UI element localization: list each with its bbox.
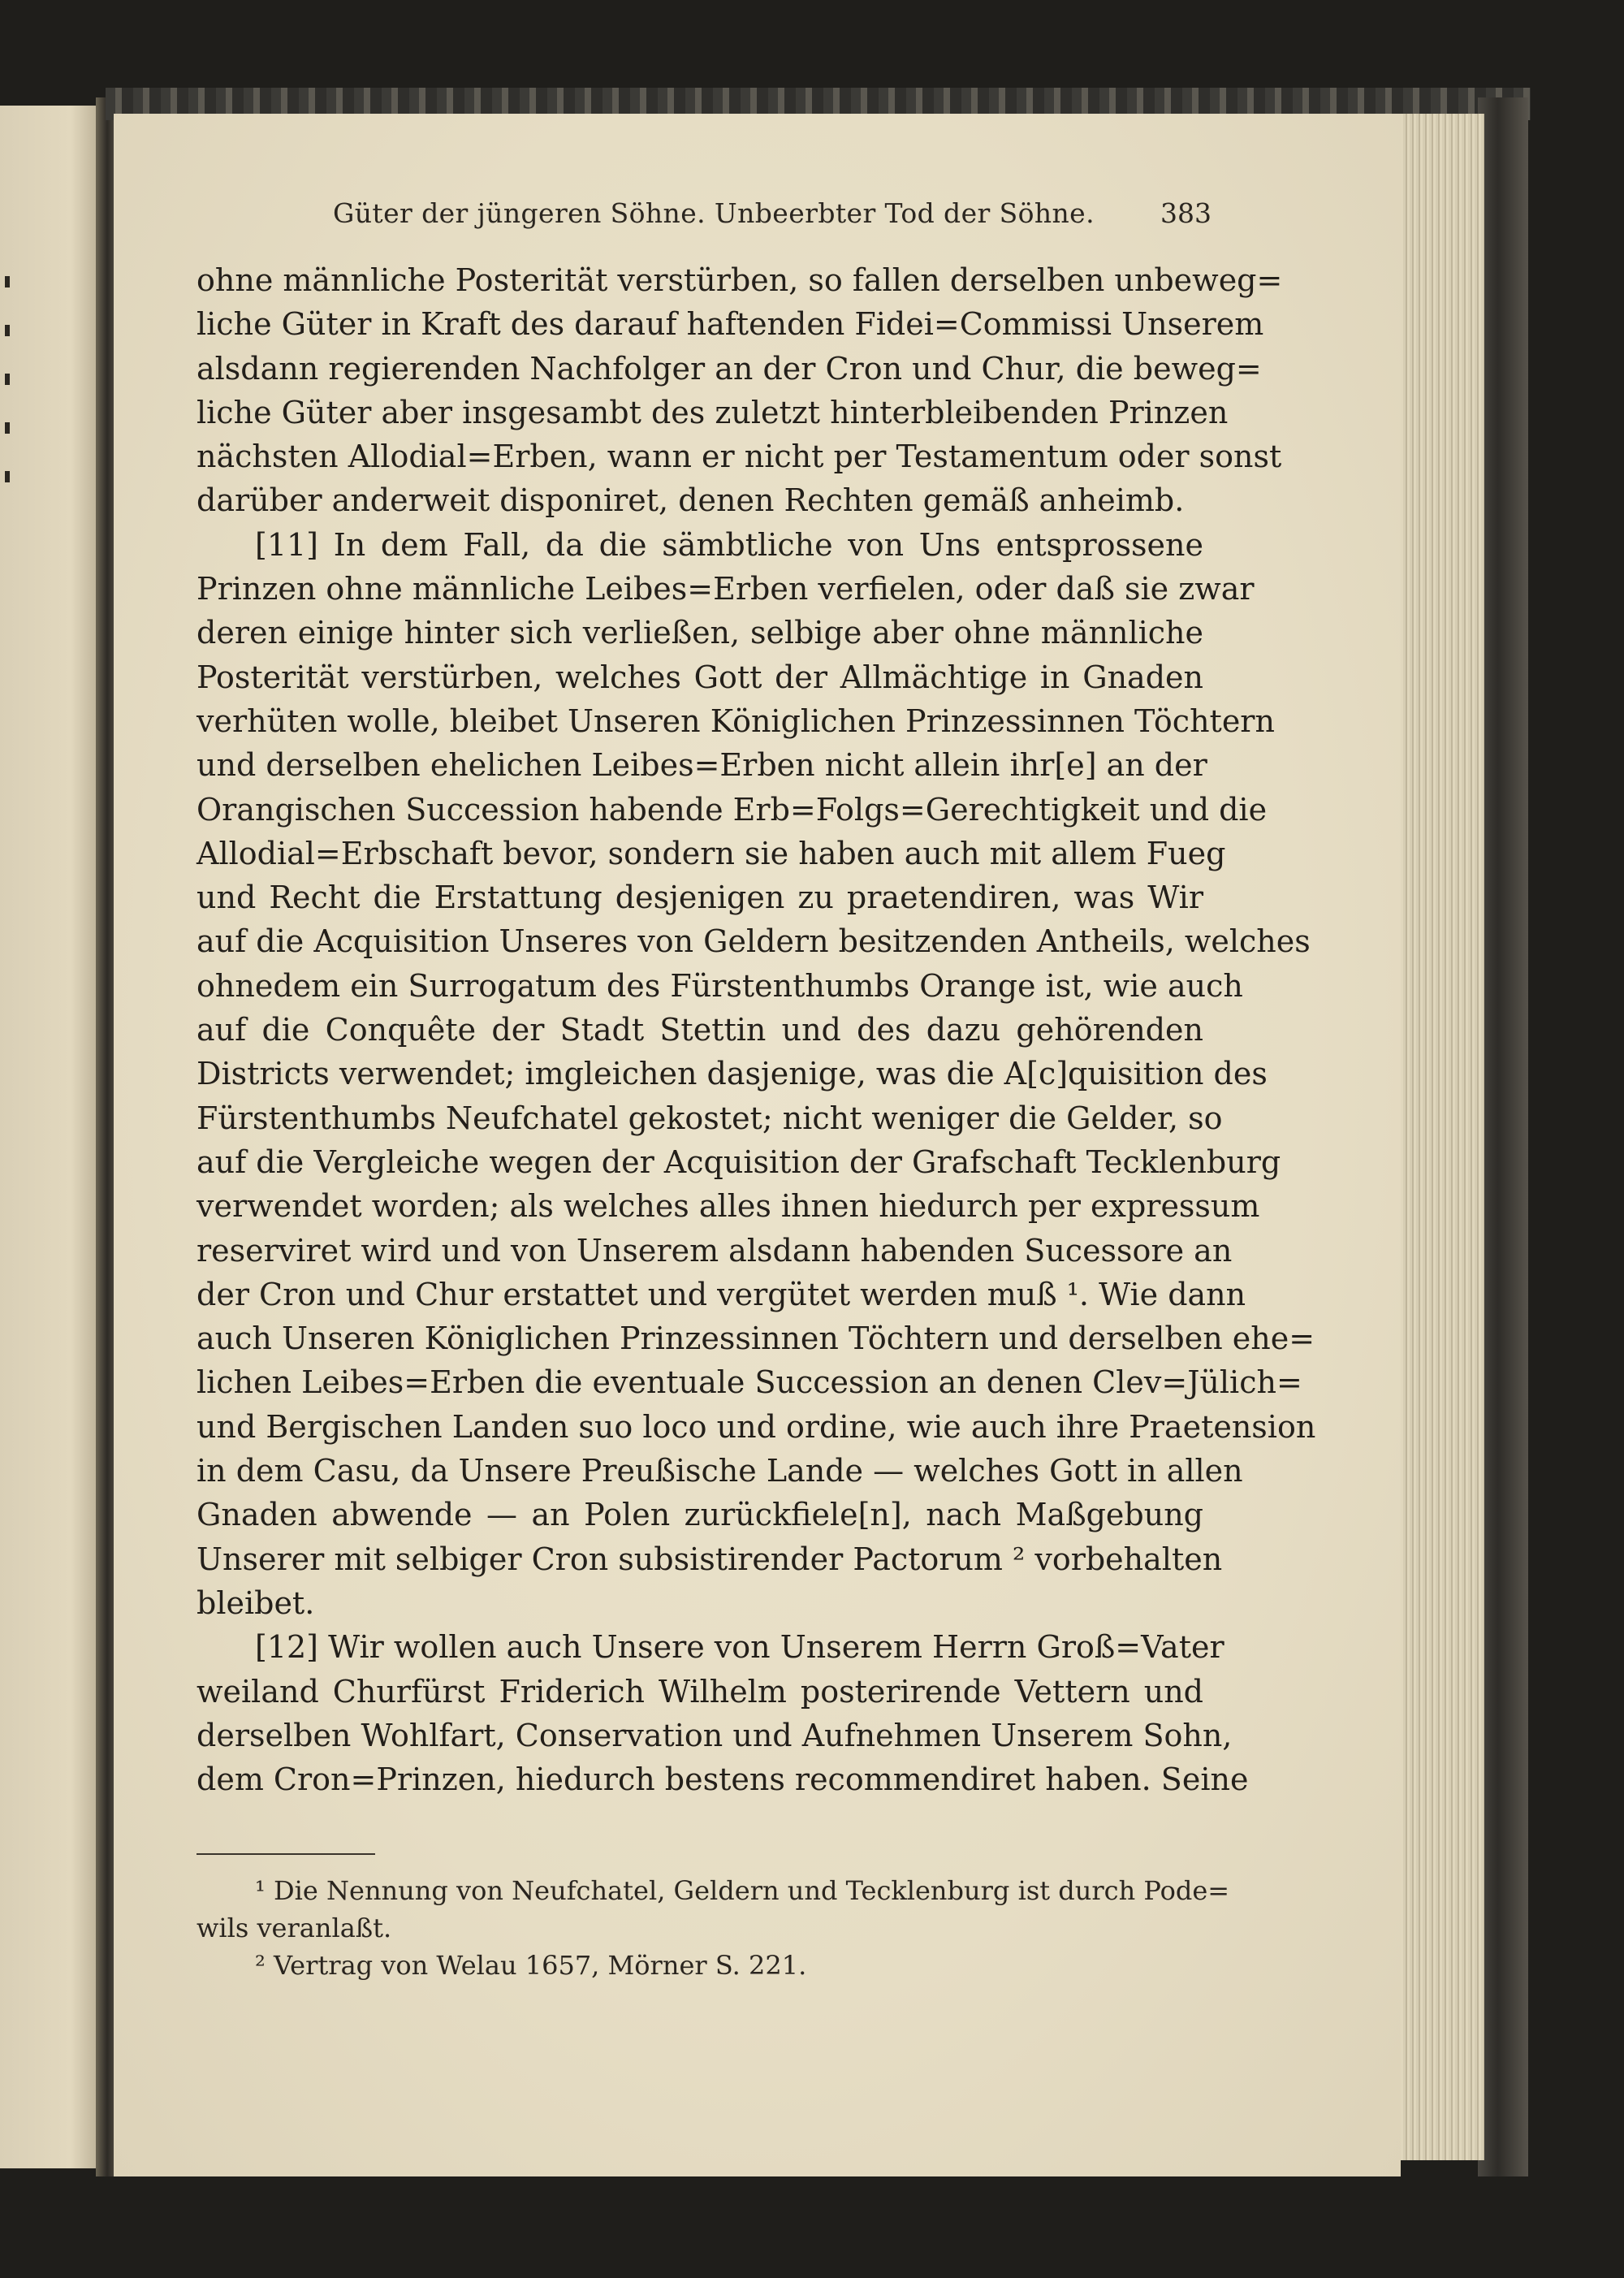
text-line: der Cron und Chur erstattet und vergütet werden muß ¹. Wie dann [197,1276,1246,1312]
text-line: reserviret wird und von Unserem alsdann habenden Sucessore an [197,1232,1233,1269]
stacked-page-edges [1395,114,1484,2160]
text-line: in dem Casu, da Unsere Preußische Lande — welches Gott in allen [197,1453,1243,1489]
footnote-rule [197,1853,375,1855]
footnote-1: ¹ Die Nennung von Neufchatel, Geldern und Tecklenburg ist durch Pode= [255,1875,1230,1906]
text-line: dem Cron=Prinzen, hiedurch bestens recommendiret haben. Seine [197,1761,1249,1798]
text-line: auf die Conquête der Stadt Stettin und des dazu gehörenden [197,1012,1203,1048]
text-line: auch Unseren Königlichen Prinzessinnen Töchtern und derselben ehe= [197,1321,1315,1357]
footnote-1-continued: wils veranlaßt. [197,1913,392,1943]
paragraph-11-start: [11] In dem Fall, da die sämbtliche von Uns entsprossene [255,526,1203,563]
page-number: 383 [1160,197,1212,229]
text-line: Gnaden abwende — an Polen zurückfiele[n], nach Maßgebung [197,1497,1203,1533]
text-line: Fürstenthumbs Neufchatel gekostet; nicht weniger die Gelder, so [197,1100,1223,1136]
footnotes [197,1872,1230,1984]
text-line: und derselben ehelichen Leibes=Erben nicht allein ihr[e] an der [197,747,1207,784]
footnote-2: ² Vertrag von Welau 1657, Mörner S. 221. [255,1950,807,1981]
body-text [197,258,1316,1801]
text-line: derselben Wohlfart, Conservation und Aufnehmen Unserem Sohn, [197,1717,1233,1753]
text-line: ohne männliche Posterität verstürben, so fallen derselben unbeweg= [197,262,1283,298]
text-line: deren einige hinter sich verließen, selbige aber ohne männliche [197,615,1203,651]
text-line: auf die Vergleiche wegen der Acquisition der Grafschaft Tecklenburg [197,1143,1281,1180]
text-line: Posterität verstürben, welches Gott der Allmächtige in Gnaden [197,659,1203,695]
paragraph-12-start: [12] Wir wollen auch Unsere von Unserem Herrn Groß=Vater [255,1629,1224,1666]
text-line: verhüten wolle, bleibet Unseren Königlichen Prinzessinnen Töchtern [197,702,1275,739]
running-title: Güter der jüngeren Söhne. Unbeerbter Tod der Söhne. [333,197,1095,229]
text-line: verwendet worden; als welches alles ihnen hiedurch per expressum [197,1188,1260,1225]
previous-page-edge [0,106,102,2168]
text-line: nächsten Allodial=Erben, wann er nicht per Testamentum oder sonst [197,439,1282,475]
text-line: darüber anderweit disponiret, denen Rechten gemäß anheimb. [197,482,1185,519]
text-line: weiland Churfürst Friderich Wilhelm posterirende Vettern und [197,1673,1203,1710]
text-line: Prinzen ohne männliche Leibes=Erben verfielen, oder daß sie zwar [197,571,1255,607]
text-line: alsdann regierenden Nachfolger an der Cron und Chur, die beweg= [197,350,1262,387]
text-line: liche Güter in Kraft des darauf haftenden Fidei=Commissi Unserem [197,306,1264,343]
book-cover-right-edge [1478,97,1528,2176]
text-line: und Bergischen Landen suo loco und ordine, wie auch ihre Praetension [197,1408,1316,1445]
text-line: Unserer mit selbiger Cron subsistirender Pactorum ² vorbehalten [197,1541,1223,1577]
text-line: bleibet. [197,1584,315,1621]
text-line: und Recht die Erstattung desjenigen zu praetendiren, was Wir [197,880,1203,916]
text-line: lichen Leibes=Erben die eventuale Succession an denen Clev=Jülich= [197,1364,1302,1401]
text-line: Allodial=Erbschaft bevor, sondern sie haben auch mit allem Fueg [197,835,1226,871]
text-line: liche Güter aber insgesambt des zuletzt hinterbleibenden Prinzen [197,394,1229,430]
text-line: Districts verwendet; imgleichen dasjenige, was die A[c]quisition des [197,1056,1268,1092]
text-line: Orangischen Succession habende Erb=Folgs=Gerechtigkeit und die [197,791,1268,828]
text-line: ohnedem ein Surrogatum des Fürstenthumbs Orange ist, wie auch [197,967,1243,1004]
text-line: auf die Acquisition Unseres von Geldern besitzenden Antheils, welches [197,923,1311,960]
